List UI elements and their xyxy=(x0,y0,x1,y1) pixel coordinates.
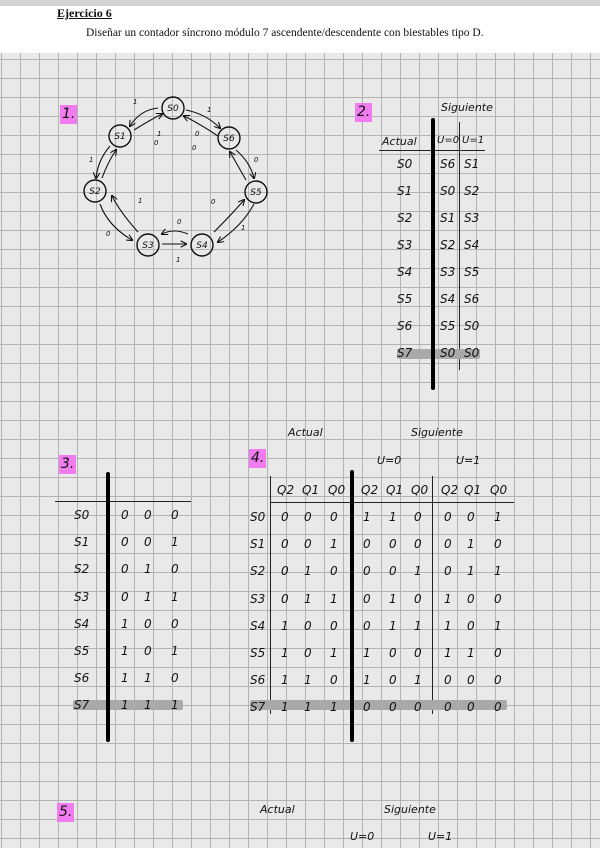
t4-bit: 1 xyxy=(330,591,338,606)
t4-mid-line xyxy=(432,476,433,714)
t4-siguiente-label: Siguiente xyxy=(411,426,463,439)
t3-q0: 1 xyxy=(171,644,179,658)
state-label: S2 xyxy=(89,187,101,197)
t3-q0: 0 xyxy=(171,616,179,631)
t4-bit: 1 xyxy=(389,591,397,606)
state-label: S4 xyxy=(196,241,208,251)
t4-col-header: Q1 xyxy=(302,483,320,497)
section-1-tag: 1. xyxy=(62,106,76,122)
section-3-tag: 3. xyxy=(61,456,75,472)
t4-actual-label: Actual xyxy=(288,426,323,439)
t4-bit: 1 xyxy=(467,564,475,579)
t4-bit: 1 xyxy=(330,646,338,660)
t4-bit: 0 xyxy=(467,591,475,606)
t4-bit: 1 xyxy=(363,646,371,660)
t3-q2: 0 xyxy=(121,535,129,550)
t3-q1: 1 xyxy=(144,671,152,686)
t4-state: S6 xyxy=(250,673,266,688)
t3-q0: 1 xyxy=(171,535,179,550)
t4-bit: 0 xyxy=(281,537,289,552)
t4-bit: 0 xyxy=(414,510,422,524)
t4-bit: 1 xyxy=(330,700,338,715)
t2-current-state: S4 xyxy=(397,265,413,279)
t2-current-state: S5 xyxy=(397,292,413,306)
t2-next-u0: S6 xyxy=(440,157,456,171)
t4-bit: 0 xyxy=(389,673,397,688)
transition-label: 0 xyxy=(192,144,197,152)
t2-next-u0: S3 xyxy=(440,265,456,279)
t4-bit: 0 xyxy=(494,537,502,552)
t4-bit: 1 xyxy=(304,673,312,688)
t4-bit: 0 xyxy=(389,537,397,552)
t4-col-header: Q2 xyxy=(441,483,459,497)
t3-q0: 1 xyxy=(171,698,179,713)
t3-q1: 0 xyxy=(144,508,152,522)
t4-bit: 0 xyxy=(444,537,452,552)
transition-label: 0 xyxy=(106,230,111,238)
t2-current-state: S0 xyxy=(397,157,413,171)
t4-bit: 1 xyxy=(330,537,338,552)
arrow-s5-s6 xyxy=(230,152,246,180)
transition-label: 1 xyxy=(207,106,212,114)
arrow-s2-s3 xyxy=(100,204,132,240)
t4-left-line xyxy=(270,476,271,714)
t2-next-u1: S3 xyxy=(464,211,480,225)
t3-q1: 1 xyxy=(144,589,152,604)
t4-bit: 0 xyxy=(281,510,289,524)
t3-header-line xyxy=(55,501,191,502)
t3-q1: 1 xyxy=(144,562,152,577)
t4-bit: 0 xyxy=(494,673,502,688)
t4-bit: 0 xyxy=(389,564,397,579)
s5-siguiente-label: Siguiente xyxy=(384,803,436,816)
t4-bit: 1 xyxy=(444,591,452,606)
t4-bit: 1 xyxy=(304,591,312,606)
t4-bit: 1 xyxy=(281,673,289,688)
t3-q2: 1 xyxy=(121,644,129,658)
t2-next-u0: S4 xyxy=(440,292,456,306)
t3-q2: 1 xyxy=(121,616,129,631)
t2-actual-label: Actual xyxy=(382,135,417,148)
t3-q2: 0 xyxy=(121,589,129,604)
t3-divider-bar xyxy=(106,472,110,742)
t4-bit: 1 xyxy=(363,673,371,688)
t4-bit: 0 xyxy=(414,591,422,606)
t4-bit: 0 xyxy=(467,510,475,524)
t3-q2: 0 xyxy=(121,508,129,522)
t2-u1-label: U=1 xyxy=(462,135,485,146)
t3-q2: 1 xyxy=(121,671,129,686)
t2-current-state: S7 xyxy=(397,346,413,360)
t4-state: S0 xyxy=(250,510,266,524)
t3-q0: 1 xyxy=(171,589,179,604)
t4-bit: 1 xyxy=(389,510,397,524)
state-label: S6 xyxy=(223,134,235,144)
t3-state: S0 xyxy=(74,508,90,522)
t2-next-u1: S1 xyxy=(464,157,480,171)
t3-state: S1 xyxy=(74,535,90,550)
t4-bit: 0 xyxy=(444,673,452,688)
t4-u0-label: U=0 xyxy=(377,454,402,467)
arrow-s3-s2 xyxy=(112,196,138,232)
t4-bit: 1 xyxy=(414,564,422,579)
t2-divider-bar xyxy=(431,118,435,390)
t2-current-state: S6 xyxy=(397,319,413,333)
t2-next-u1: S4 xyxy=(464,238,480,252)
t4-col-header: Q0 xyxy=(490,483,508,497)
transition-label: 0 xyxy=(254,156,259,164)
t4-bit: 1 xyxy=(304,700,312,715)
t2-col-divider xyxy=(459,122,460,370)
t4-bit: 1 xyxy=(414,673,422,688)
t2-siguiente-label: Siguiente xyxy=(441,101,493,114)
t4-bit: 0 xyxy=(330,673,338,688)
t4-bit: 1 xyxy=(363,510,371,524)
arrow-s4-s3 xyxy=(162,231,188,234)
s5-u1-label: U=1 xyxy=(428,830,453,843)
t4-bit: 1 xyxy=(444,618,452,633)
arrow-s1-s2 xyxy=(96,146,110,178)
t4-bit: 0 xyxy=(304,618,312,633)
t4-col-header: Q0 xyxy=(328,483,346,497)
t4-bit: 1 xyxy=(281,646,289,660)
section-5-tag: 5. xyxy=(59,804,73,820)
t2-next-u1: S0 xyxy=(464,319,480,333)
state-label: S3 xyxy=(142,241,154,251)
t2-next-u0: S1 xyxy=(440,211,456,225)
transition-label: 0 xyxy=(211,198,216,206)
t4-bit: 0 xyxy=(414,700,422,715)
transition-label: 1 xyxy=(133,98,138,106)
exercise-title: Ejercicio 6 xyxy=(57,6,112,20)
t4-divider-bar xyxy=(350,470,354,742)
t4-bit: 0 xyxy=(363,618,371,633)
t2-u0-label: U=0 xyxy=(437,135,460,146)
section-2-tag: 2. xyxy=(357,104,371,120)
t4-state: S2 xyxy=(250,564,266,579)
t3-state: S4 xyxy=(74,616,90,631)
t4-col-header: Q0 xyxy=(411,483,429,497)
t4-state: S4 xyxy=(250,618,266,633)
transition-label: 1 xyxy=(138,197,143,205)
t4-bit: 1 xyxy=(494,564,502,579)
t4-bit: 0 xyxy=(467,618,475,633)
s5-u0-label: U=0 xyxy=(350,830,375,843)
t4-header-line xyxy=(270,502,514,503)
t4-bit: 1 xyxy=(444,646,452,660)
t4-col-header: Q2 xyxy=(361,483,379,497)
t4-bit: 1 xyxy=(281,618,289,633)
t4-u1-label: U=1 xyxy=(456,454,481,467)
t4-bit: 0 xyxy=(330,510,338,524)
t4-col-header: Q1 xyxy=(386,483,404,497)
t4-col-header: Q1 xyxy=(464,483,482,497)
state-label: S5 xyxy=(250,188,262,198)
t2-next-u0: S0 xyxy=(440,346,456,360)
t2-current-state: S2 xyxy=(397,211,413,225)
transition-label: 1 xyxy=(176,256,181,264)
t3-q2: 1 xyxy=(121,698,129,713)
t4-bit: 1 xyxy=(414,618,422,633)
t2-next-u0: S2 xyxy=(440,238,456,252)
t2-next-u1: S6 xyxy=(464,292,480,306)
t4-bit: 1 xyxy=(304,564,312,579)
t4-bit: 0 xyxy=(330,564,338,579)
transition-label: 0 xyxy=(195,130,200,138)
t3-state: S2 xyxy=(74,562,90,577)
transition-label: 1 xyxy=(157,130,162,138)
t4-bit: 0 xyxy=(304,646,312,660)
t4-bit: 1 xyxy=(281,700,289,715)
t3-q1: 0 xyxy=(144,535,152,550)
t2-next-u0: S0 xyxy=(440,184,456,198)
t4-bit: 0 xyxy=(467,700,475,715)
t3-state: S3 xyxy=(74,589,90,604)
t4-bit: 1 xyxy=(389,618,397,633)
t2-next-u1: S2 xyxy=(464,184,480,198)
t4-bit: 0 xyxy=(363,564,371,579)
t4-bit: 0 xyxy=(414,537,422,552)
state-label: S0 xyxy=(167,104,179,114)
transition-label: 1 xyxy=(89,156,94,164)
t3-q2: 0 xyxy=(121,562,129,577)
t4-bit: 0 xyxy=(304,510,312,524)
arrow-s4-s5 xyxy=(214,200,244,232)
arrow-s6-s0 xyxy=(184,116,218,136)
state-label: S1 xyxy=(114,132,126,142)
t4-bit: 0 xyxy=(281,564,289,579)
t4-state: S7 xyxy=(250,700,266,715)
t4-state: S1 xyxy=(250,537,266,552)
t3-q1: 0 xyxy=(144,616,152,631)
exercise-statement: Diseñar un contador síncrono módulo 7 ascendente/descendente con biestables tipo D. xyxy=(86,27,484,39)
t3-q1: 1 xyxy=(144,698,152,713)
t4-bit: 0 xyxy=(494,700,502,715)
t4-bit: 0 xyxy=(414,646,422,660)
t4-bit: 0 xyxy=(494,646,502,660)
t4-col-header: Q2 xyxy=(277,483,295,497)
t4-bit: 0 xyxy=(467,673,475,688)
t3-state: S6 xyxy=(74,671,90,686)
t4-bit: 0 xyxy=(281,591,289,606)
t4-bit: 1 xyxy=(494,510,502,524)
transition-label: 0 xyxy=(177,218,182,226)
t4-bit: 0 xyxy=(494,591,502,606)
t4-bit: 1 xyxy=(494,618,502,633)
t4-bit: 0 xyxy=(330,618,338,633)
transition-label: 0 xyxy=(154,139,159,147)
t3-q0: 0 xyxy=(171,671,179,686)
transition-label: 1 xyxy=(241,224,246,232)
arrow-s6-s5 xyxy=(236,150,254,178)
t4-bit: 0 xyxy=(444,510,452,524)
t4-bit: 0 xyxy=(363,537,371,552)
t3-q1: 0 xyxy=(144,644,152,658)
t2-current-state: S1 xyxy=(397,184,413,198)
t4-bit: 1 xyxy=(467,646,475,660)
t4-state: S5 xyxy=(250,646,266,660)
t4-bit: 0 xyxy=(389,700,397,715)
arrow-s0-s6 xyxy=(186,110,220,128)
s5-actual-label: Actual xyxy=(260,803,295,816)
section-4-tag: 4. xyxy=(251,450,265,466)
t4-bit: 0 xyxy=(304,537,312,552)
t4-bit: 0 xyxy=(444,700,452,715)
t2-current-state: S3 xyxy=(397,238,413,252)
t3-state: S7 xyxy=(74,698,90,713)
t4-bit: 0 xyxy=(389,646,397,660)
t3-q0: 0 xyxy=(171,508,179,522)
t2-next-u0: S5 xyxy=(440,319,456,333)
t4-bit: 0 xyxy=(444,564,452,579)
t4-bit: 0 xyxy=(363,700,371,715)
t4-bit: 1 xyxy=(467,537,475,552)
t4-bit: 0 xyxy=(363,591,371,606)
t3-q0: 0 xyxy=(171,562,179,577)
t3-state: S5 xyxy=(74,644,90,658)
t2-next-u1: S5 xyxy=(464,265,480,279)
t2-next-u1: S0 xyxy=(464,346,480,360)
t4-state: S3 xyxy=(250,591,266,606)
